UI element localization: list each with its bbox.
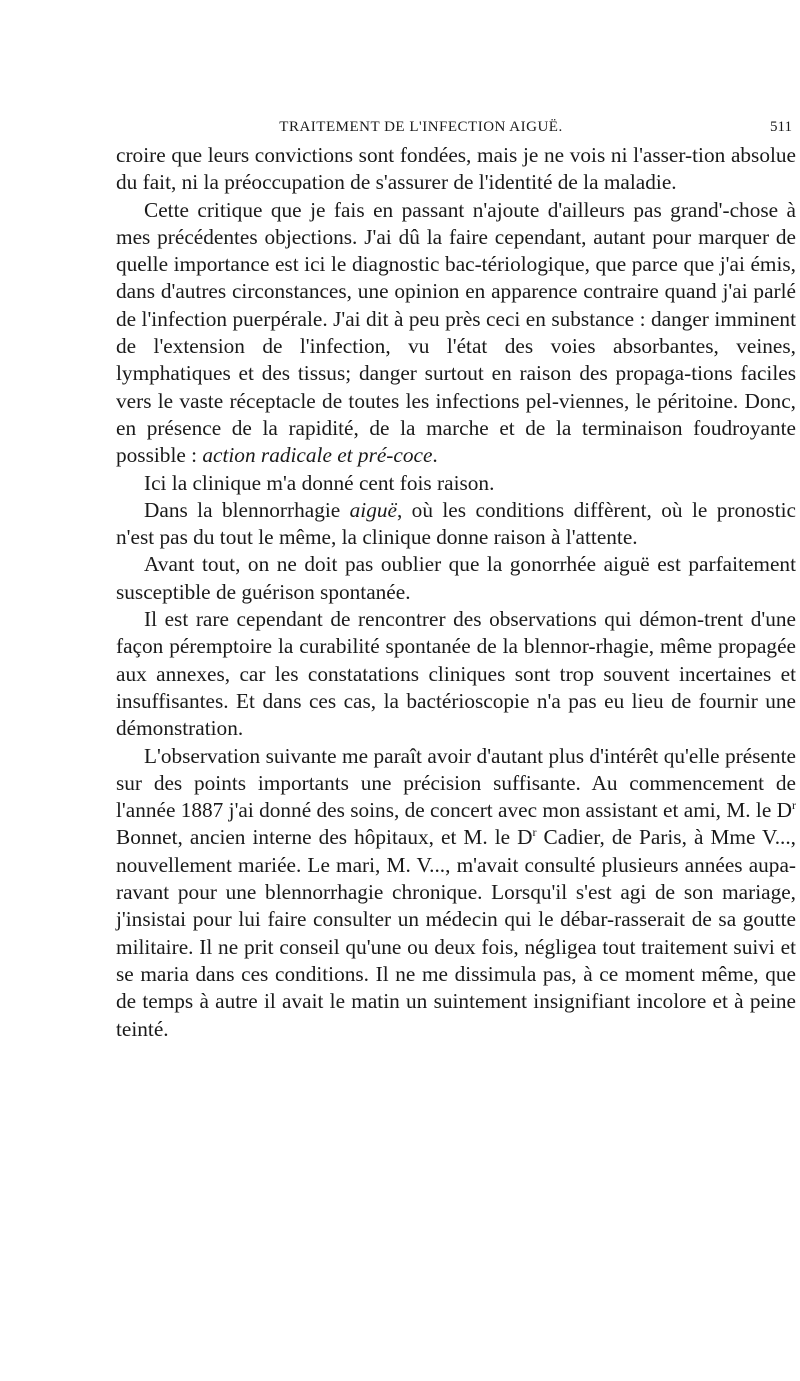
paragraph-text: Dans la blennorrhagie	[144, 497, 350, 522]
paragraph-text: Cadier, de Paris, à Mme V..., nouvellement mariée. Le mari, M. V..., m'avait consulté plusieurs années aupa-ravant pour une blennorrhagie chronique. Lorsqu'il s'est agi de son mariage, j'insistai pour lui faire consulter un médecin qui le débar-rasserait de sa goutte militaire. Il ne prit conseil qu'une ou deux fois, négligea tout traitement suivi et se maria dans ces conditions. Il ne me dissimula pas, à ce moment même, que de temps à autre il avait le matin un suintement insignifiant incolore et à peine teinté.	[116, 825, 796, 1041]
paragraph-text: Ici la clinique m'a donné cent fois raison.	[144, 470, 495, 495]
emphasis-text: action radicale et pré-coce	[202, 443, 433, 468]
paragraph-text: L'observation suivante me paraît avoir d'autant plus d'intérêt qu'elle présente sur des points importants une précision suffisante. Au commencement de l'année 1887 j'ai donné des soins, de concert avec mon assistant et ami, M. le D	[116, 743, 796, 823]
paragraph-text: croire que leurs convictions sont fondées, mais je ne vois ni l'asser-tion absolue du fait, ni la préoccupation de s'assurer de l'identité de la maladie.	[116, 143, 796, 195]
running-header	[116, 119, 792, 141]
body-text	[116, 142, 796, 1043]
paragraph-observations	[116, 606, 796, 742]
paragraph-text: Avant tout, on ne doit pas oublier que la gonorrhée aiguë est parfaitement susceptible de guérison spontanée.	[116, 552, 796, 604]
page-number: 511	[770, 119, 792, 135]
paragraph-continuation	[116, 142, 796, 197]
paragraph-clinique	[116, 470, 796, 497]
paragraph-critique	[116, 197, 796, 470]
paragraph-observation-case	[116, 743, 796, 1043]
paragraph-text: .	[432, 443, 438, 468]
superscript: r	[532, 825, 537, 840]
superscript: r	[792, 798, 796, 813]
paragraph-text: Bonnet, ancien interne des hôpitaux, et M. le D	[116, 825, 533, 850]
running-title: TRAITEMENT DE L'INFECTION AIGUË.	[279, 119, 563, 135]
paragraph-text: Cette critique que je fais en passant n'ajoute d'ailleurs pas grand'-chose à mes précédentes objections. J'ai dû la faire cependant, autant pour marquer de quelle importance est ici le diagnostic bac-tériologique, que parce que j'ai émis, dans d'autres circonstances, une opinion en apparence contraire quand j'ai parlé de l'infection puerpérale. J'ai dit à peu près ceci en substance : danger imminent de l'extension de l'infection, vu l'état des voies absorbantes, veines, lymphatiques et des tissus; danger surtout en raison des propaga-tions faciles vers le vaste réceptacle de toutes les infections pel-viennes, le péritoine. Donc, en présence de la rapidité, de la marche et de la terminaison foudroyante possible :	[116, 197, 796, 468]
paragraph-blennorrhagie	[116, 497, 796, 552]
paragraph-gonorrhee	[116, 551, 796, 606]
paragraph-text: , où les conditions diffèrent, où le pronostic n'est pas du tout le même, la clinique donne raison à l'attente.	[116, 497, 796, 550]
emphasis-text: aiguë	[349, 497, 397, 522]
paragraph-text: Il est rare cependant de rencontrer des observations qui démon-trent d'une façon péremptoire la curabilité spontanée de la blennor-rhagie, même propagée aux annexes, car les constatations cliniques sont trop souvent incertaines et insuffisantes. Et dans ces cas, la bactérioscopie n'a pas eu lieu de fournir une démonstration.	[116, 607, 796, 741]
